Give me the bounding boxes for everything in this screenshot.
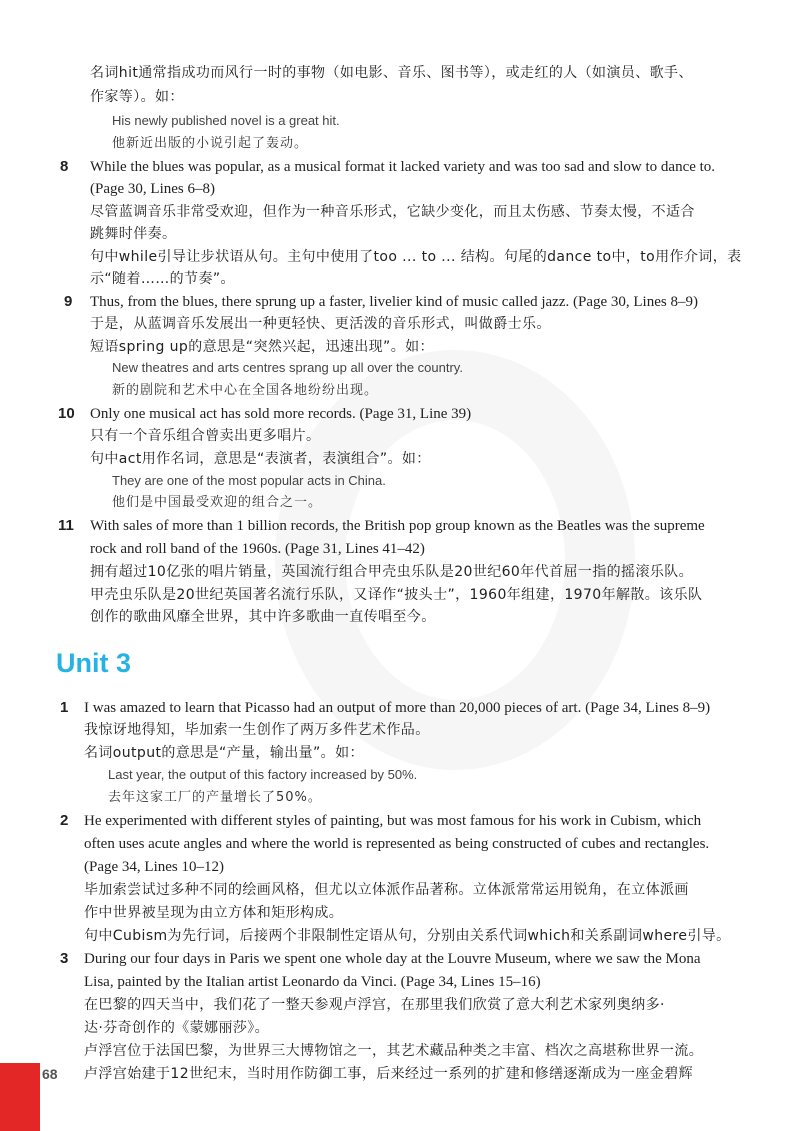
item-number: 10	[58, 405, 75, 422]
example-sentence: They are one of the most popular acts in China.	[112, 473, 386, 488]
item-translation: 拥有超过10亿张的唱片销量，英国流行组合甲壳虫乐队是20世纪60年代首屈一指的摇滚乐队。	[90, 564, 694, 580]
item-note: 卢浮宫位于法国巴黎，为世界三大博物馆之一，其艺术藏品种类之丰富、档次之高堪称世界一流。	[84, 1043, 704, 1059]
item-translation: 达·芬奇创作的《蒙娜丽莎》。	[84, 1020, 270, 1036]
item-note: 句中while引导让步状语从句。主句中使用了too ... to ... 结构。句尾的dance to中，to用作介词，表	[90, 249, 742, 265]
item-note: 示“随着……的节奏”。	[90, 271, 235, 287]
item-sentence: With sales of more than 1 billion records, the British pop group known as the Beatles was the supreme	[90, 518, 705, 534]
item-sentence: Only one musical act has sold more records. (Page 31, Line 39)	[90, 406, 472, 422]
page-number: 68	[42, 1066, 58, 1082]
item-translation: 只有一个音乐组合曾卖出更多唱片。	[90, 428, 321, 444]
item-translation: 尽管蓝调音乐非常受欢迎，但作为一种音乐形式，它缺少变化，而且太伤感、节奏太慢，不适合	[90, 204, 695, 220]
unit-heading: Unit 3	[56, 648, 132, 678]
item-note: 卢浮宫始建于12世纪末，当时用作防御工事，后来经过一系列的扩建和修缮逐渐成为一座金碧辉	[84, 1066, 694, 1082]
item-number: 1	[60, 699, 69, 716]
item-translation: 作中世界被呈现为由立方体和矩形构成。	[84, 905, 344, 921]
item-sentence: During our four days in Paris we spent one whole day at the Louvre Museum, where we saw the Mona	[84, 951, 701, 967]
intro-line: 名词hit通常指成功而风行一时的事物（如电影、音乐、图书等），或走红的人（如演员、歌手、	[90, 65, 693, 81]
item-reference: (Page 34, Lines 10–12)	[84, 859, 224, 875]
item-sentence: Thus, from the blues, there sprung up a faster, livelier kind of music called jazz. (Page 30, Lines 8–9)	[90, 294, 698, 310]
item-sentence: He experimented with different styles of painting, but was most famous for his work in Cubism, which	[84, 813, 702, 829]
example-sentence: New theatres and arts centres sprang up all over the country.	[112, 360, 463, 375]
item-number: 8	[60, 158, 69, 175]
item-sentence: I was amazed to learn that Picasso had an output of more than 20,000 pieces of art. (Page 34, Lines 8–9)	[84, 700, 711, 716]
example-sentence: His newly published novel is a great hit.	[112, 113, 340, 128]
intro-line: 作家等）。如：	[90, 89, 184, 105]
item-sentence: rock and roll band of the 1960s. (Page 31, Lines 41–42)	[90, 541, 425, 557]
example-translation: 他新近出版的小说引起了轰动。	[112, 136, 309, 151]
item-note: 名词output的意思是“产量，输出量”。如：	[84, 745, 364, 761]
item-note: 创作的歌曲风靡全世界，其中许多歌曲一直传唱至今。	[90, 609, 436, 625]
item-reference: (Page 30, Lines 6–8)	[90, 181, 215, 197]
item-sentence: often uses acute angles and where the world is represented as being constructed of cubes and rectangles.	[84, 836, 710, 852]
item-translation: 于是，从蓝调音乐发展出一种更轻快、更活泼的音乐形式，叫做爵士乐。	[90, 316, 551, 332]
example-translation: 去年这家工厂的产量增长了50%。	[108, 790, 322, 805]
item-translation: 在巴黎的四天当中，我们花了一整天参观卢浮宫，在那里我们欣赏了意大利艺术家列奥纳多·	[84, 997, 665, 1013]
item-number: 9	[64, 293, 73, 310]
item-translation: 跳舞时伴奏。	[90, 226, 177, 242]
item-note: 短语spring up的意思是“突然兴起，迅速出现”。如：	[90, 339, 434, 355]
item-note: 句中Cubism为先行词，后接两个非限制性定语从句，分别由关系代词which和关系副词where引导。	[84, 928, 731, 944]
example-translation: 新的剧院和艺术中心在全国各地纷纷出现。	[112, 383, 379, 398]
item-number: 11	[58, 517, 74, 534]
item-sentence: Lisa, painted by the Italian artist Leonardo da Vinci. (Page 34, Lines 15–16)	[84, 974, 541, 990]
item-sentence: While the blues was popular, as a musical format it lacked variety and was too sad and slow to dance to.	[90, 159, 716, 175]
item-number: 3	[60, 950, 69, 967]
item-note: 句中act用作名词，意思是“表演者，表演组合”。如：	[90, 451, 431, 467]
item-translation: 毕加索尝试过多种不同的绘画风格，但尤以立体派作品著称。立体派常常运用锐角，在立体派画	[84, 882, 689, 898]
example-sentence: Last year, the output of this factory increased by 50%.	[108, 767, 418, 782]
example-translation: 他们是中国最受欢迎的组合之一。	[112, 495, 323, 510]
item-number: 2	[60, 812, 69, 829]
item-translation: 我惊讶地得知，毕加索一生创作了两万多件艺术作品。	[84, 722, 430, 738]
item-note: 甲壳虫乐队是20世纪英国著名流行乐队，又译作“披头士”，1960年组建，1970年解散。该乐队	[90, 587, 703, 603]
